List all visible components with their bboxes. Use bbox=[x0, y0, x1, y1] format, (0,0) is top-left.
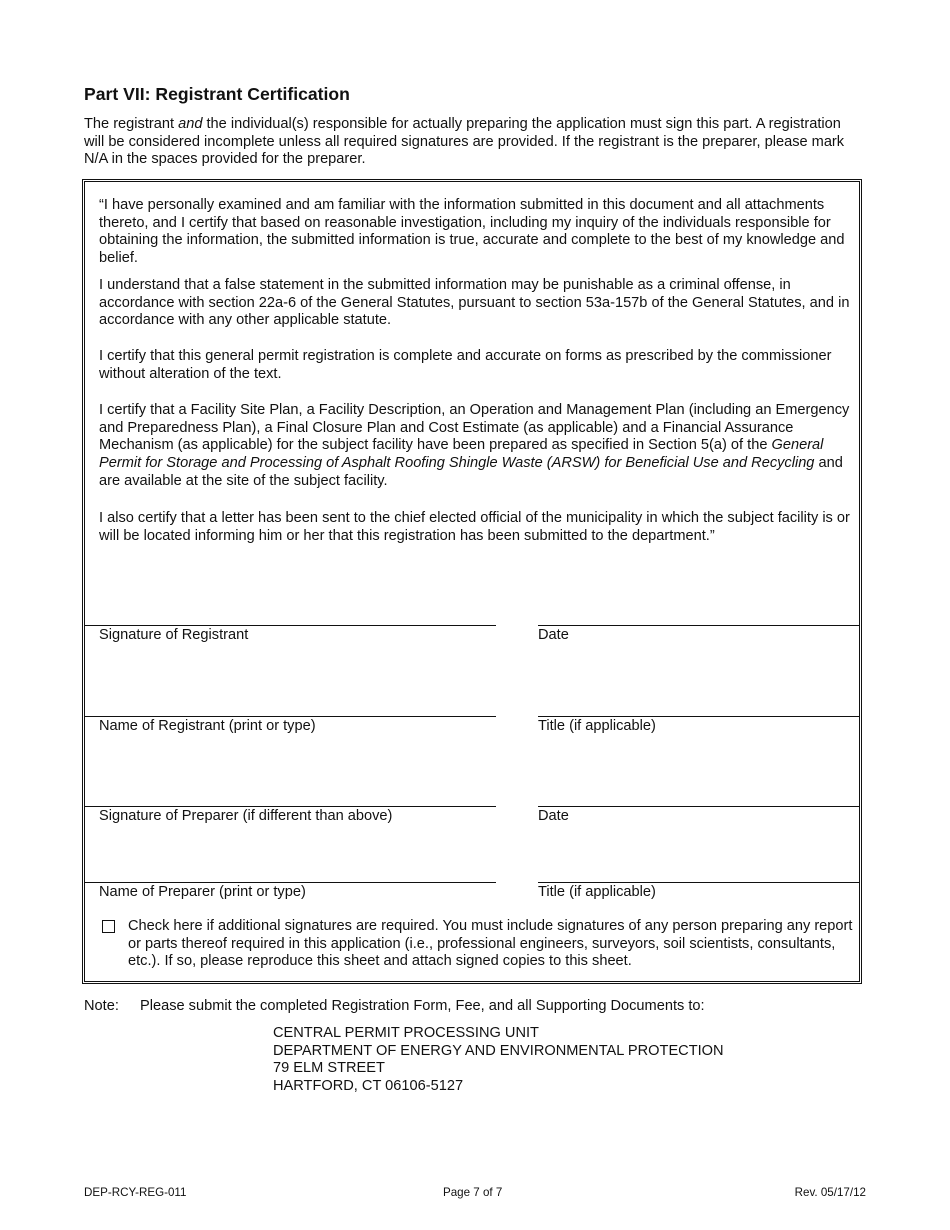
address-line-2: DEPARTMENT OF ENERGY AND ENVIRONMENTAL PROTECTION bbox=[273, 1042, 724, 1059]
intro-emphasis: and bbox=[178, 116, 203, 132]
address-line-3: 79 ELM STREET bbox=[273, 1060, 385, 1077]
registrant-name-line[interactable] bbox=[85, 716, 496, 717]
page-title: Part VII: Registrant Certification bbox=[84, 84, 350, 104]
preparer-signature-line[interactable] bbox=[85, 806, 496, 807]
registrant-date-line[interactable] bbox=[538, 625, 859, 626]
registrant-name-label: Name of Registrant (print or type) bbox=[99, 718, 316, 734]
note-text: Please submit the completed Registration Form, Fee, and all Supporting Documents to: bbox=[140, 998, 705, 1014]
address-line-1: CENTRAL PERMIT PROCESSING UNIT bbox=[273, 1025, 539, 1041]
intro-text-start: The registrant bbox=[84, 116, 179, 132]
certification-box bbox=[82, 179, 862, 984]
registrant-signature-line[interactable] bbox=[85, 625, 496, 626]
general-permit-title: General Permit for Storage and Processing of Asphalt Roofing Shingle Waste (ARSW) for Beneficial Use and Recycling bbox=[99, 437, 824, 472]
certification-statement-4 bbox=[99, 402, 857, 491]
footer-form-id: DEP-RCY-REG-011 bbox=[84, 1186, 187, 1199]
intro-paragraph bbox=[84, 116, 854, 169]
intro-text-end: the individual(s) responsible for actually preparing the application must sign this part. A registration will be considered incomplete unless all required signatures are provided. If the registrant is the preparer, please mark N/A in the spaces provided for the preparer. bbox=[84, 116, 845, 168]
certification-statement-3: I certify that this general permit registration is complete and accurate on forms as prescribed by the commissioner without alteration of the text. bbox=[99, 348, 832, 382]
note-label: Note: bbox=[84, 998, 119, 1014]
additional-signatures-text: Check here if additional signatures are required. You must include signatures of any person preparing any report or parts thereof required in this application (i.e., professional engineers, surveyors, soil scientists, consultants, etc.). If so, please reproduce this sheet and attach signed copies to this sheet. bbox=[128, 918, 853, 970]
address-line-4: HARTFORD, CT 06106-5127 bbox=[273, 1078, 464, 1095]
registrant-title-line[interactable] bbox=[538, 716, 859, 717]
registrant-date-label: Date bbox=[538, 627, 569, 643]
preparer-title-line[interactable] bbox=[538, 882, 859, 883]
additional-signatures-checkbox[interactable] bbox=[102, 920, 115, 933]
preparer-date-line[interactable] bbox=[538, 806, 859, 807]
preparer-name-line[interactable] bbox=[85, 882, 496, 883]
mailing-address bbox=[273, 1025, 724, 1096]
preparer-title-label: Title (if applicable) bbox=[538, 884, 656, 900]
registrant-signature-label: Signature of Registrant bbox=[99, 627, 249, 643]
certification-statement-2: I understand that a false statement in the submitted information may be punishable as a criminal offense, in accordance with section 22a-6 of the General Statutes, pursuant to section 53a-157b of the General Statutes, and in accordance with any other applicable statute. bbox=[99, 277, 850, 329]
footer-page-number: Page 7 of 7 bbox=[443, 1186, 503, 1199]
certification-statement-1: “I have personally examined and am familiar with the information submitted in this document and all attachments thereto, and I certify that based on reasonable investigation, including my inquiry of the individuals responsible for obtaining the information, the submitted information is true, accurate and complete to the best of my knowledge and belief. bbox=[99, 197, 845, 267]
statement-4-text-start: I certify that a Facility Site Plan, a Facility Description, an Operation and Management Plan (including an Emergency and Preparedness Plan), a Final Closure Plan and Cost Estimate (as applicable) and a Financial Assurance Mechanism (as applicable) for the subject facility have been prepared as specified in Section 5(a) of the bbox=[99, 402, 850, 454]
preparer-date-label: Date bbox=[538, 808, 569, 824]
statement-4-text-end: and are available at the site of the subject facility. bbox=[99, 455, 843, 489]
preparer-signature-label: Signature of Preparer (if different than above) bbox=[99, 808, 393, 824]
footer-revision: Rev. 05/17/12 bbox=[794, 1186, 866, 1199]
preparer-name-label: Name of Preparer (print or type) bbox=[99, 884, 306, 900]
certification-statement-5: I also certify that a letter has been sent to the chief elected official of the municipality in which the subject facility is or will be located informing him or her that this registration has been submitted to the department.” bbox=[99, 510, 850, 544]
registrant-title-label: Title (if applicable) bbox=[538, 718, 656, 734]
